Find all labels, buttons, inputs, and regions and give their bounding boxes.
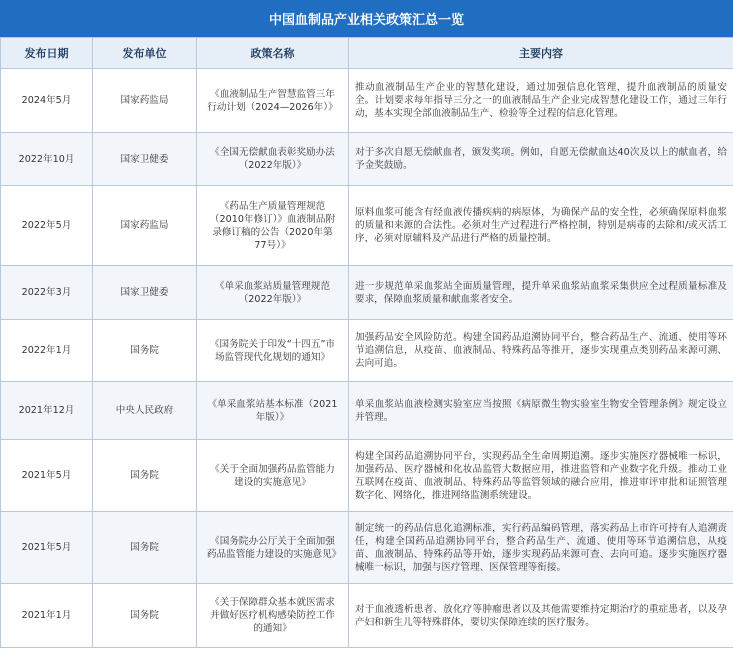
- header-content: 主要内容: [349, 38, 733, 69]
- row-date: 2021年5月: [1, 440, 93, 512]
- row-policy: 《单采血浆站质量管理规范（2022年版）》: [197, 266, 349, 320]
- table-row: [1, 133, 733, 186]
- row-date: 2022年10月: [1, 133, 93, 186]
- table-row: [1, 440, 733, 512]
- row-content: 制定统一的药品信息化追溯标准，实行药品编码管理，落实药品上市许可持有人追溯责任，构建全国药品追溯协同平台，整合药品生产、流通、使用等环节追溯信息，从疫苗、血液制品、特殊药品等开始，逐步实现药品来源可查、去向可追。逐步实施医疗器械唯一标识，加强与医疗管理、医保管理等衔接。: [349, 512, 733, 584]
- row-content: 进一步规范单采血浆站全面质量管理，提升单采血浆站血浆采集供应全过程质量标准及要求，保障血浆质量和献血浆者安全。: [349, 266, 733, 320]
- row-unit: 国务院: [93, 320, 197, 382]
- policy-table: [0, 37, 733, 648]
- row-policy: 《全国无偿献血表彰奖励办法（2022年版）》: [197, 133, 349, 186]
- page-title: 中国血制品产业相关政策汇总一览: [0, 0, 733, 37]
- row-content: 构建全国药品追溯协同平台，实现药品全生命周期追溯。逐步实施医疗器械唯一标识，加强药品、医疗器械和化妆品监管大数据应用，推进监管和产业数字化升级。推动工业互联网在疫苗、血液制品、特殊药品等监管领域的融合应用，推进审评审批和证照管理数字化、网络化，推进网络监测系统建设。: [349, 440, 733, 512]
- row-unit: 国务院: [93, 440, 197, 512]
- table-row: [1, 512, 733, 584]
- row-unit: 国家卫健委: [93, 266, 197, 320]
- row-date: 2022年1月: [1, 320, 93, 382]
- row-policy: 《国务院关于印发“十四五”市场监管现代化规划的通知》: [197, 320, 349, 382]
- row-unit: 国家药监局: [93, 69, 197, 133]
- header-policy: 政策名称: [197, 38, 349, 69]
- row-unit: 国务院: [93, 512, 197, 584]
- row-content: 对于多次自愿无偿献血者，颁发奖项。例如，自愿无偿献血达40次及以上的献血者，给予金奖鼓励。: [349, 133, 733, 186]
- row-date: 2021年12月: [1, 382, 93, 440]
- row-policy: 《关于保障群众基本就医需求并做好医疗机构感染防控工作的通知》: [197, 584, 349, 648]
- row-unit: 国务院: [93, 584, 197, 648]
- table-row: [1, 266, 733, 320]
- row-date: 2022年5月: [1, 186, 93, 266]
- row-policy: 《关于全面加强药品监管能力建设的实施意见》: [197, 440, 349, 512]
- row-policy: 《国务院办公厅关于全面加强药品监管能力建设的实施意见》: [197, 512, 349, 584]
- row-content: 加强药品安全风险防范。构建全国药品追溯协同平台，整合药品生产、流通、使用等环节追溯信息，从疫苗、血液制品、特殊药品等推开，逐步实现重点类别药品来源可溯、去向可追。: [349, 320, 733, 382]
- row-unit: 国家药监局: [93, 186, 197, 266]
- row-unit: 中央人民政府: [93, 382, 197, 440]
- table-row: [1, 382, 733, 440]
- row-unit: 国家卫健委: [93, 133, 197, 186]
- table-row: [1, 584, 733, 648]
- row-content: 单采血浆站血液检测实验室应当按照《病原微生物实验室生物安全管理条例》规定设立并管理。: [349, 382, 733, 440]
- row-date: 2021年5月: [1, 512, 93, 584]
- row-date: 2021年1月: [1, 584, 93, 648]
- table-row: [1, 69, 733, 133]
- row-content: 原料血浆可能含有经血液传播疾病的病原体，为确保产品的安全性，必须确保原料血浆的质量和来源的合法性。必须对生产过程进行严格控制，特别是病毒的去除和/或灭活工序，必须对原辅料及产品进行严格的质量控制。: [349, 186, 733, 266]
- row-content: 对于血液透析患者、放化疗等肿瘤患者以及其他需要维持定期治疗的重症患者，以及孕产妇和新生儿等特殊群体，要切实保障连续的医疗服务。: [349, 584, 733, 648]
- row-policy: 《单采血浆站基本标准（2021年版）》: [197, 382, 349, 440]
- row-date: 2024年5月: [1, 69, 93, 133]
- table-row: [1, 320, 733, 382]
- row-content: 推动血液制品生产企业的智慧化建设，通过加强信息化管理，提升血液制品的质量安全。计划要求每年指导三分之一的血液制品生产企业完成智慧化建设工作，通过三年行动，基本实现全部血液制品生产、检验等全过程的信息化管理。: [349, 69, 733, 133]
- header-date: 发布日期: [1, 38, 93, 69]
- table-header-row: [1, 38, 733, 69]
- row-date: 2022年3月: [1, 266, 93, 320]
- header-unit: 发布单位: [93, 38, 197, 69]
- table-row: [1, 186, 733, 266]
- row-policy: 《血液制品生产智慧监管三年行动计划（2024—2026年）》: [197, 69, 349, 133]
- row-policy: 《药品生产质量管理规范（2010年修订）》血液制品附录修订稿的公告（2020年第77号）》: [197, 186, 349, 266]
